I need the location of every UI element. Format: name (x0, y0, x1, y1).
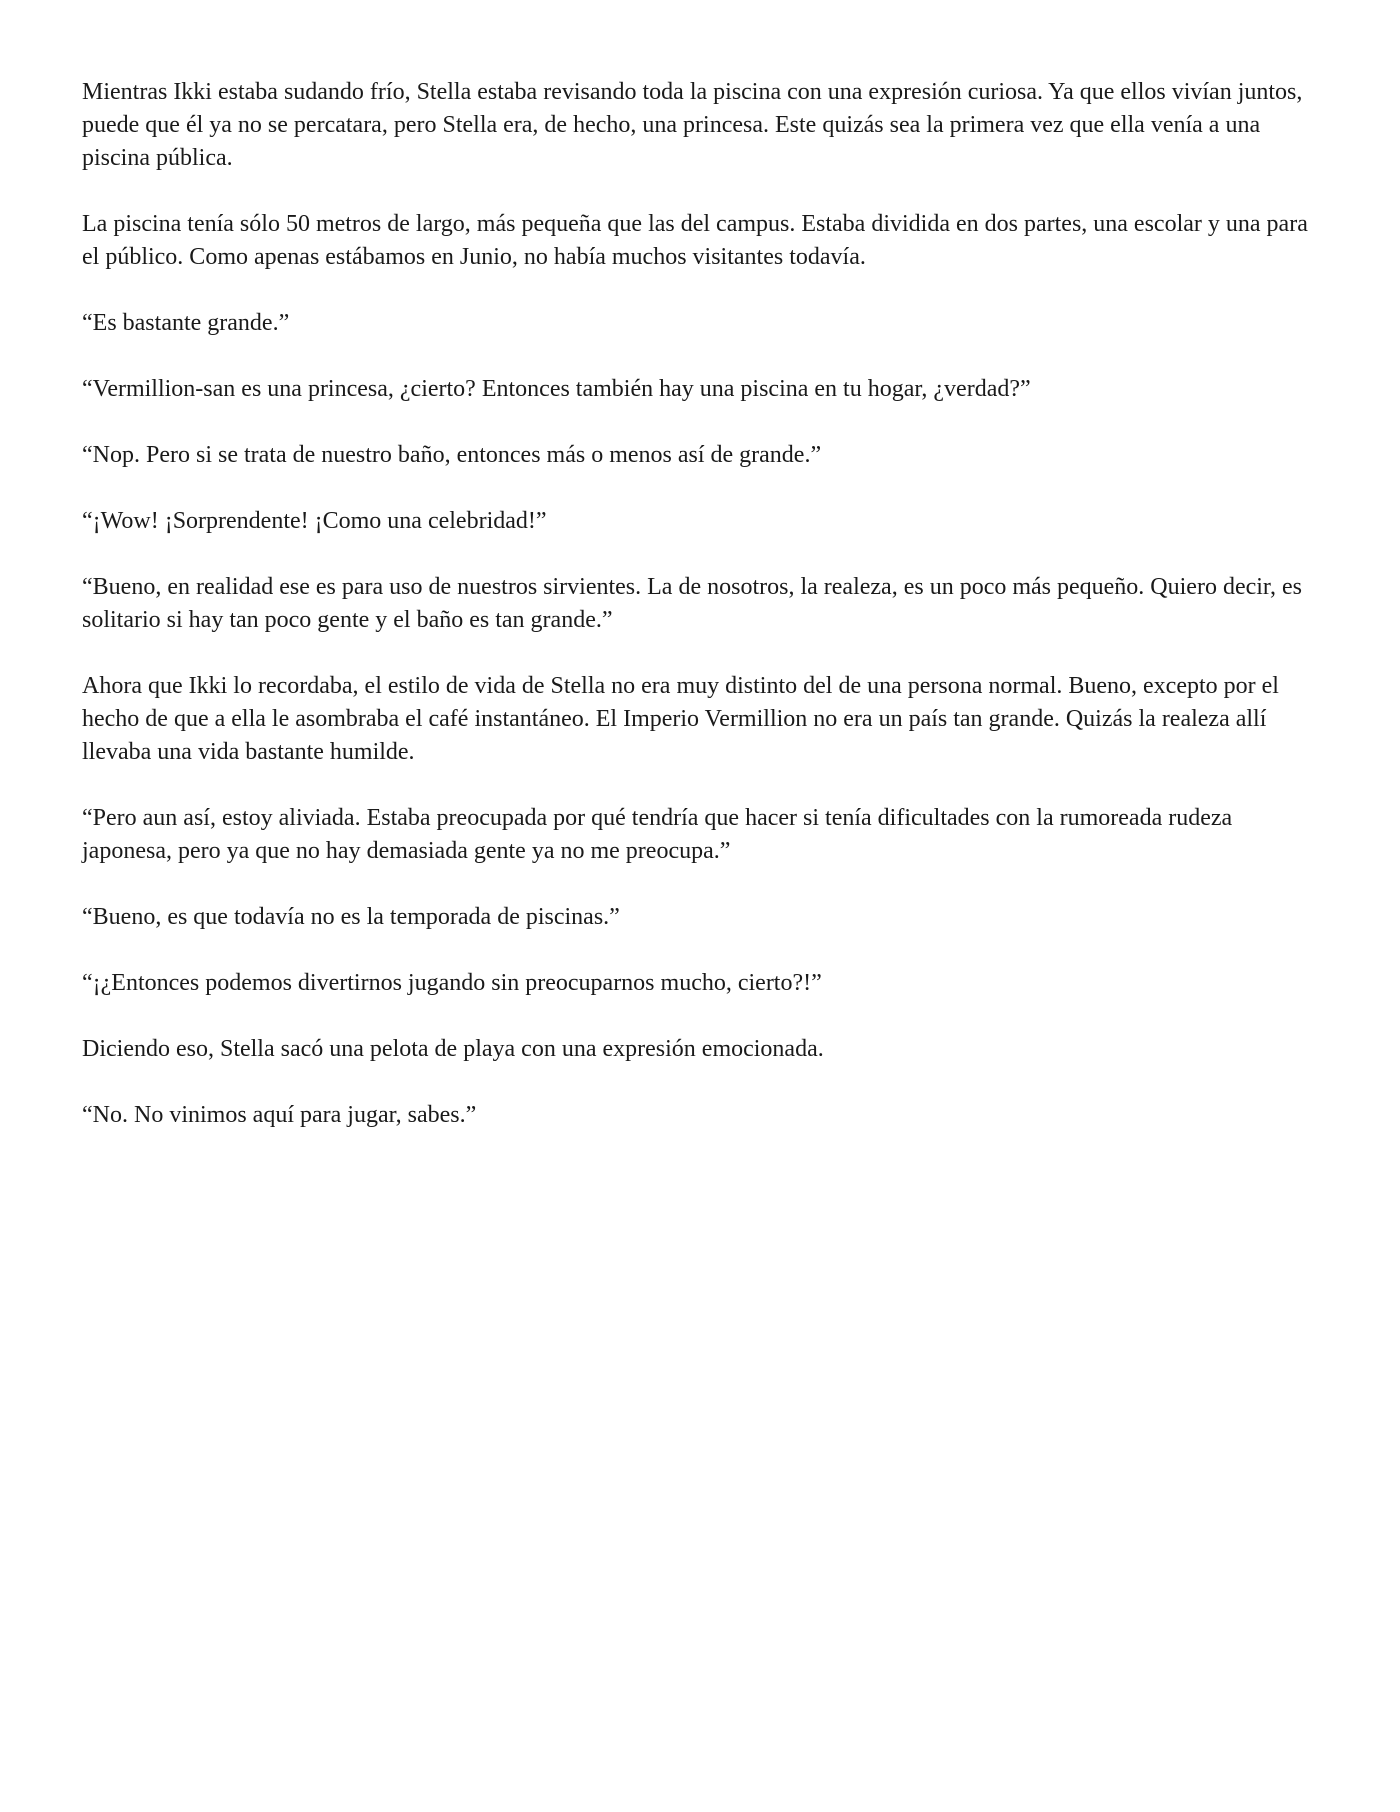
dialogue-line-7: “Bueno, es que todavía no es la temporada de piscinas.” (82, 904, 620, 930)
dialogue-line-1: “Es bastante grande.” (82, 310, 290, 336)
dialogue-line-8: “¡¿Entonces podemos divertirnos jugando sin preocuparnos mucho, cierto?!” (82, 970, 822, 996)
dialogue-line-5: “Bueno, en realidad ese es para uso de nuestros sirvientes. La de nosotros, la realeza, es un poco más pequeño. Quiero decir, es solitario si hay tan poco gente y el baño es tan grande.” (82, 574, 1302, 633)
text-body (82, 76, 1318, 1132)
paragraph-1: Mientras Ikki estaba sudando frío, Stella estaba revisando toda la piscina con una expresión curiosa. Ya que ellos vivían juntos, puede que él ya no se percatara, pero Stella era, de hecho, una princesa. Este quizás sea la primera vez que ella venía a una piscina pública. (82, 79, 1303, 171)
paragraph-2: La piscina tenía sólo 50 metros de largo, más pequeña que las del campus. Estaba dividida en dos partes, una escolar y una para el público. Como apenas estábamos en Junio, no había muchos visitantes todavía. (82, 211, 1308, 270)
dialogue-line-6: “Pero aun así, estoy aliviada. Estaba preocupada por qué tendría que hacer si tenía dificultades con la rumoreada rudeza japonesa, pero ya que no hay demasiada gente ya no me preocupa.” (82, 805, 1233, 864)
paragraph-3: Ahora que Ikki lo recordaba, el estilo de vida de Stella no era muy distinto del de una persona normal. Bueno, excepto por el hecho de que a ella le asombraba el café instantáneo. El Imperio Vermillion no era un país tan grande. Quizás la realeza allí llevaba una vida bastante humilde. (82, 673, 1279, 765)
dialogue-line-3: “Nop. Pero si se trata de nuestro baño, entonces más o menos así de grande.” (82, 442, 822, 468)
dialogue-line-9: “No. No vinimos aquí para jugar, sabes.” (82, 1102, 477, 1128)
paragraph-4: Diciendo eso, Stella sacó una pelota de playa con una expresión emocionada. (82, 1036, 824, 1062)
dialogue-line-2: “Vermillion-san es una princesa, ¿cierto? Entonces también hay una piscina en tu hogar, ¿verdad?” (82, 376, 1031, 402)
dialogue-line-4: “¡Wow! ¡Sorprendente! ¡Como una celebridad!” (82, 508, 547, 534)
